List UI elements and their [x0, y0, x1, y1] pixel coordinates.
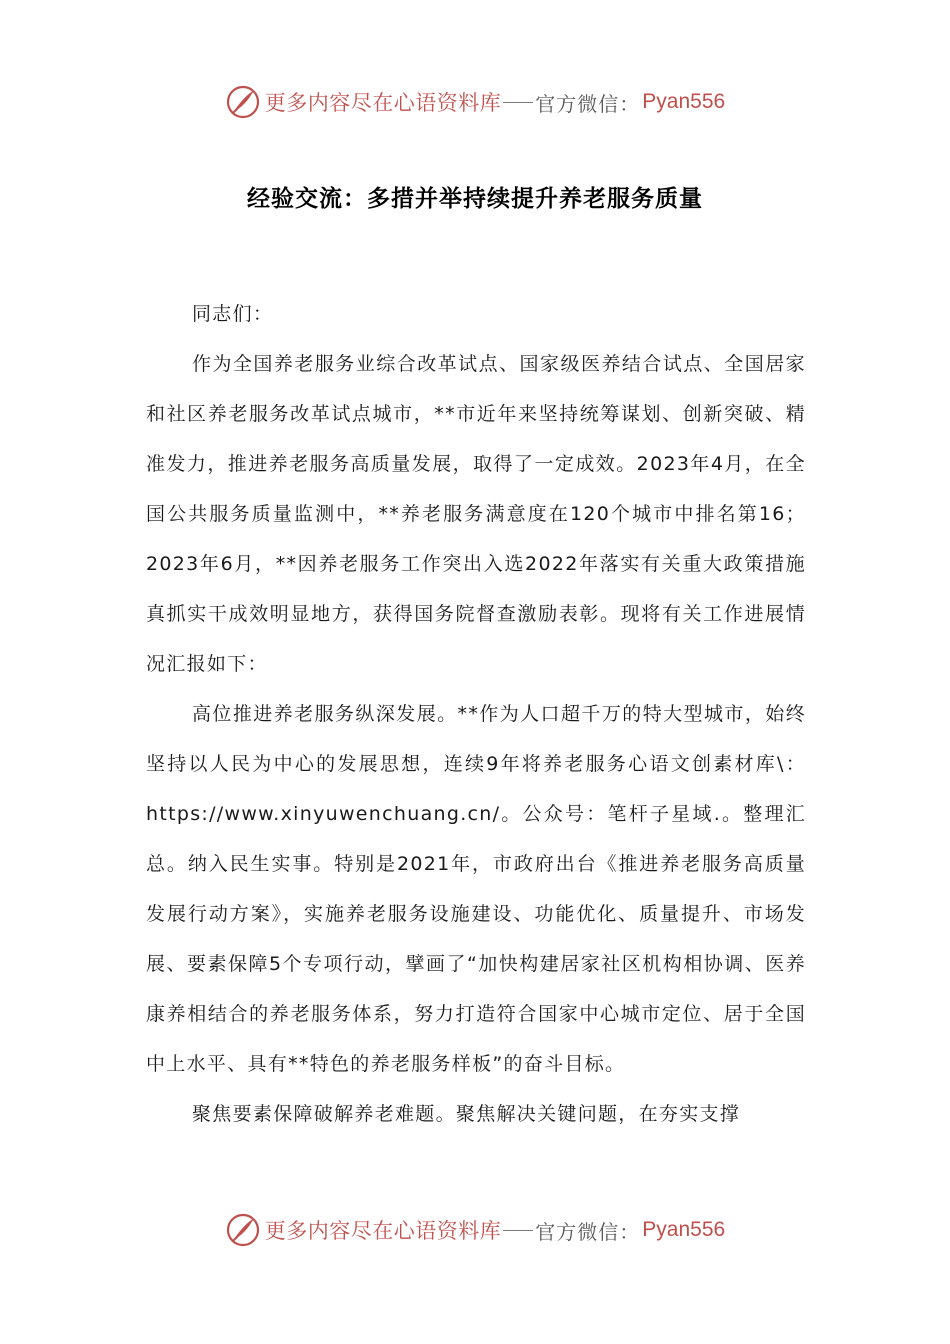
document-title: 经验交流：多措并举持续提升养老服务质量 — [247, 186, 703, 212]
body-paragraph: 高位推进养老服务纵深发展。**作为人口超千万的特大型城市，始终坚持以人民为中心的发展思想，连续9年将养老服务心语文创素材库\：https://www.xinyuwenchuang.cn/。公众号：笔杆子星域.。整理汇总。纳入民生实事。特别是2021年，市政府出台《推进养老服务高质量发展行动方案》，实施养老服务设施建设、功能优化、质量提升、市场发展、要素保障5个专项行动，擘画了“加快构建居家社区机构相协调、医养康养相结合的养老服务体系，努力打造符合国家中心城市定位、居于全国中上水平、具有**特色的养老服务样板”的奋斗目标。 — [146, 703, 806, 1075]
banner-wechat-id: Pyan556 — [642, 90, 726, 113]
greeting: 同志们： — [192, 303, 274, 325]
banner-official-label: 官方微信： — [535, 91, 641, 116]
header-banner — [0, 80, 950, 124]
body-paragraph: 作为全国养老服务业综合改革试点、国家级医养结合试点、全国居家和社区养老服务改革试点城市，**市近年来坚持统筹谋划、创新突破、精准发力，推进养老服务高质量发展，取得了一定成效。2023年4月，在全国公共服务质量监测中，**养老服务满意度在120个城市中排名第16；2023年6月，**因养老服务工作突出入选2022年落实有关重大政策措施真抓实干成效明显地方，获得国务院督查激励表彰。现将有关工作进展情况汇报如下： — [146, 353, 806, 675]
quill-logo-icon — [225, 1212, 261, 1248]
banner-wechat-id: Pyan556 — [642, 1218, 726, 1241]
banner-dash — [503, 102, 533, 103]
banner-site-text: 更多内容尽在心语资料库 — [264, 1219, 502, 1243]
quill-logo-icon — [225, 84, 261, 120]
banner-official-label: 官方微信： — [535, 1219, 641, 1244]
body-paragraph: 聚焦要素保障破解养老难题。聚焦解决关键问题，在夯实支撑 — [192, 1103, 741, 1125]
banner-site-text: 更多内容尽在心语资料库 — [264, 91, 502, 115]
document-body — [146, 289, 806, 1139]
banner-dash — [503, 1230, 533, 1231]
footer-banner — [0, 1208, 950, 1252]
